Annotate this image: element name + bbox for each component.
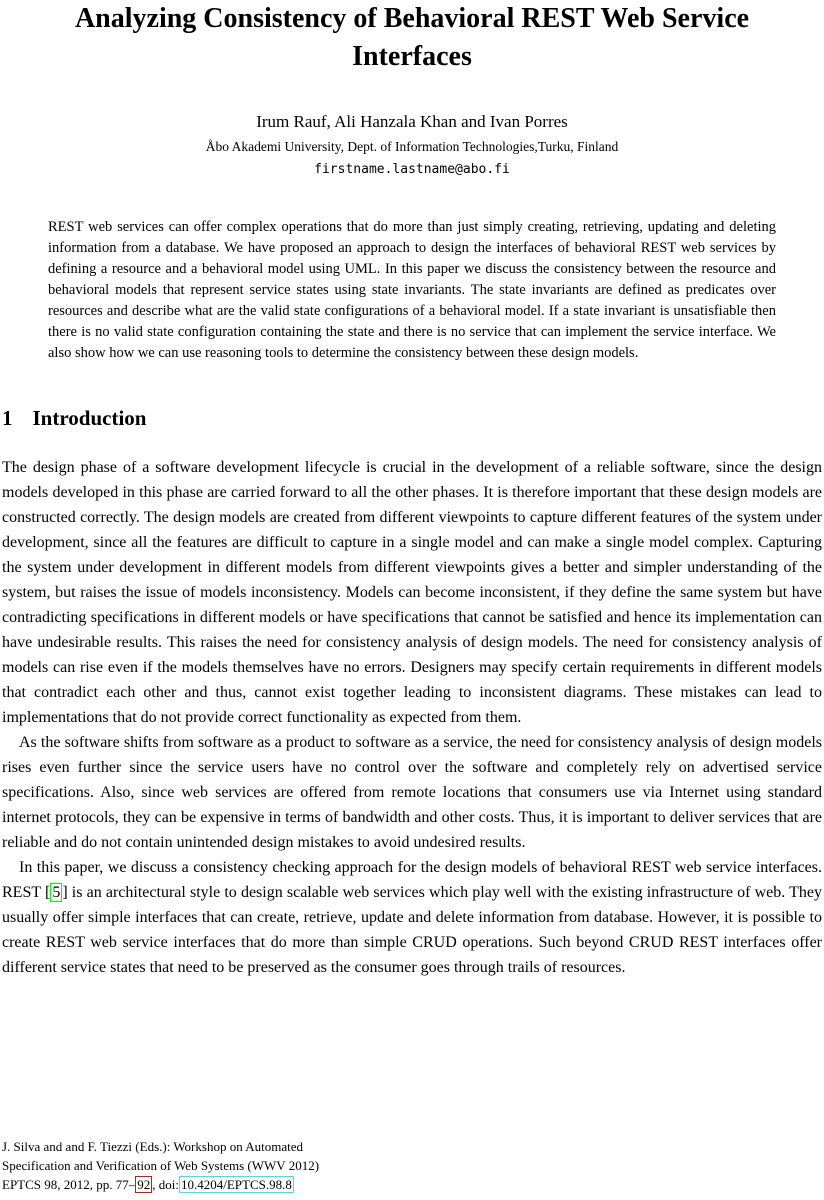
footer-eptcs-text: EPTCS 98, 2012, pp. 77– <box>2 1177 136 1192</box>
doi-link[interactable]: 10.4204/EPTCS.98.8 <box>181 1177 292 1192</box>
affiliation: Åbo Akademi University, Dept. of Information Technologies,Turku, Finland <box>205 139 619 154</box>
email-address: firstname.lastname@abo.fi <box>314 162 510 177</box>
paragraph-3-text-before: In this paper, we discuss a consistency checking approach for the design models of behavioral REST web service interfaces. REST [ <box>2 859 822 901</box>
footer-line-eptcs <box>2 1175 319 1194</box>
paragraph-3-text-after: ] is an architectural style to design scalable web services which play well with the existing infrastructure of web. They usually offer simple interfaces that can create, retrieve, update and delete information from database. However, it is possible to create REST web service interfaces that do more than simple CRUD operations. Such beyond CRUD REST interfaces offer different service states that need to be preserved as the consumer goes through trails of resources. <box>2 884 823 976</box>
paragraph-1: The design phase of a software development lifecycle is crucial in the development of a reliable software, since the design models developed in this phase are carried forward to all the other phases. It is therefore important that these design models are constructed correctly. The design models are created from different viewpoints to capture different features of the system under development, since all the features are difficult to capture in a single model and can make a single model complex. Capturing the system under development in different models from different viewpoints gives a better and simpler understanding of the system, but raises the issue of models inconsistency. Models can become inconsistent, if they define the same system but have contradicting specifications in different models or have specifications that cannot be satisfied and hence its implementation can have undesirable results. This raises the need for consistency analysis of design models. The need for consistency analysis of models can rise even if the models themselves have no errors. Designers may specify certain requirements in different models that contradict each other and thus, cannot exist together leading to inconsistent diagrams. These mistakes can lead to implementations that do not provide correct functionality as expected from them. <box>2 459 822 726</box>
authors: Irum Rauf, Ali Hanzala Khan and Ivan Porres <box>256 112 568 131</box>
footer-line-workshop: Specification and Verification of Web Systems (WWV 2012) <box>2 1158 320 1173</box>
footer-doi-label: , doi: <box>152 1177 179 1192</box>
section-heading <box>2 406 822 431</box>
citation-link-5[interactable]: 5 <box>52 884 61 901</box>
footer-colophon <box>2 1137 319 1194</box>
footer-line-editors: J. Silva and and F. Tiezzi (Eds.): Workshop on Automated <box>2 1139 303 1154</box>
paper-title: Analyzing Consistency of Behavioral REST Web Service Interfaces <box>74 3 750 72</box>
section-number: 1 <box>2 406 13 430</box>
section-body <box>2 455 822 980</box>
paragraph-2: As the software shifts from software as a product to software as a service, the need for consistency analysis of design models rises even further since the service users have no control over the software and completely rely on advertised service specifications. Also, since web services are offered from remote locations that consumers use via Internet using standard internet protocols, they can be expensive in terms of bandwidth and other costs. Thus, it is important to deliver services that are reliable and do not contain unintended design mistakes to avoid undesired results. <box>2 734 822 851</box>
section-title: Introduction <box>32 406 147 430</box>
paragraph-3 <box>2 855 822 980</box>
page-number-link[interactable]: 92 <box>137 1177 151 1192</box>
abstract-text: REST web services can offer complex operations that do more than just simply creating, retrieving, updating and deleting information from a database. We have proposed an approach to design the interfaces of behavioral REST web services by defining a resource and a behavioral model using UML. In this paper we discuss the consistency between the resource and behavioral models that represent service states using state invariants. The state invariants are defined as predicates over resources and describe what are the valid state configurations of a behavioral model. If a state invariant is unsatisfiable then there is no valid state configuration containing the state and there is no service that can implement the service interface. We also show how we can use reasoning tools to determine the consistency between these design models. <box>48 219 776 361</box>
